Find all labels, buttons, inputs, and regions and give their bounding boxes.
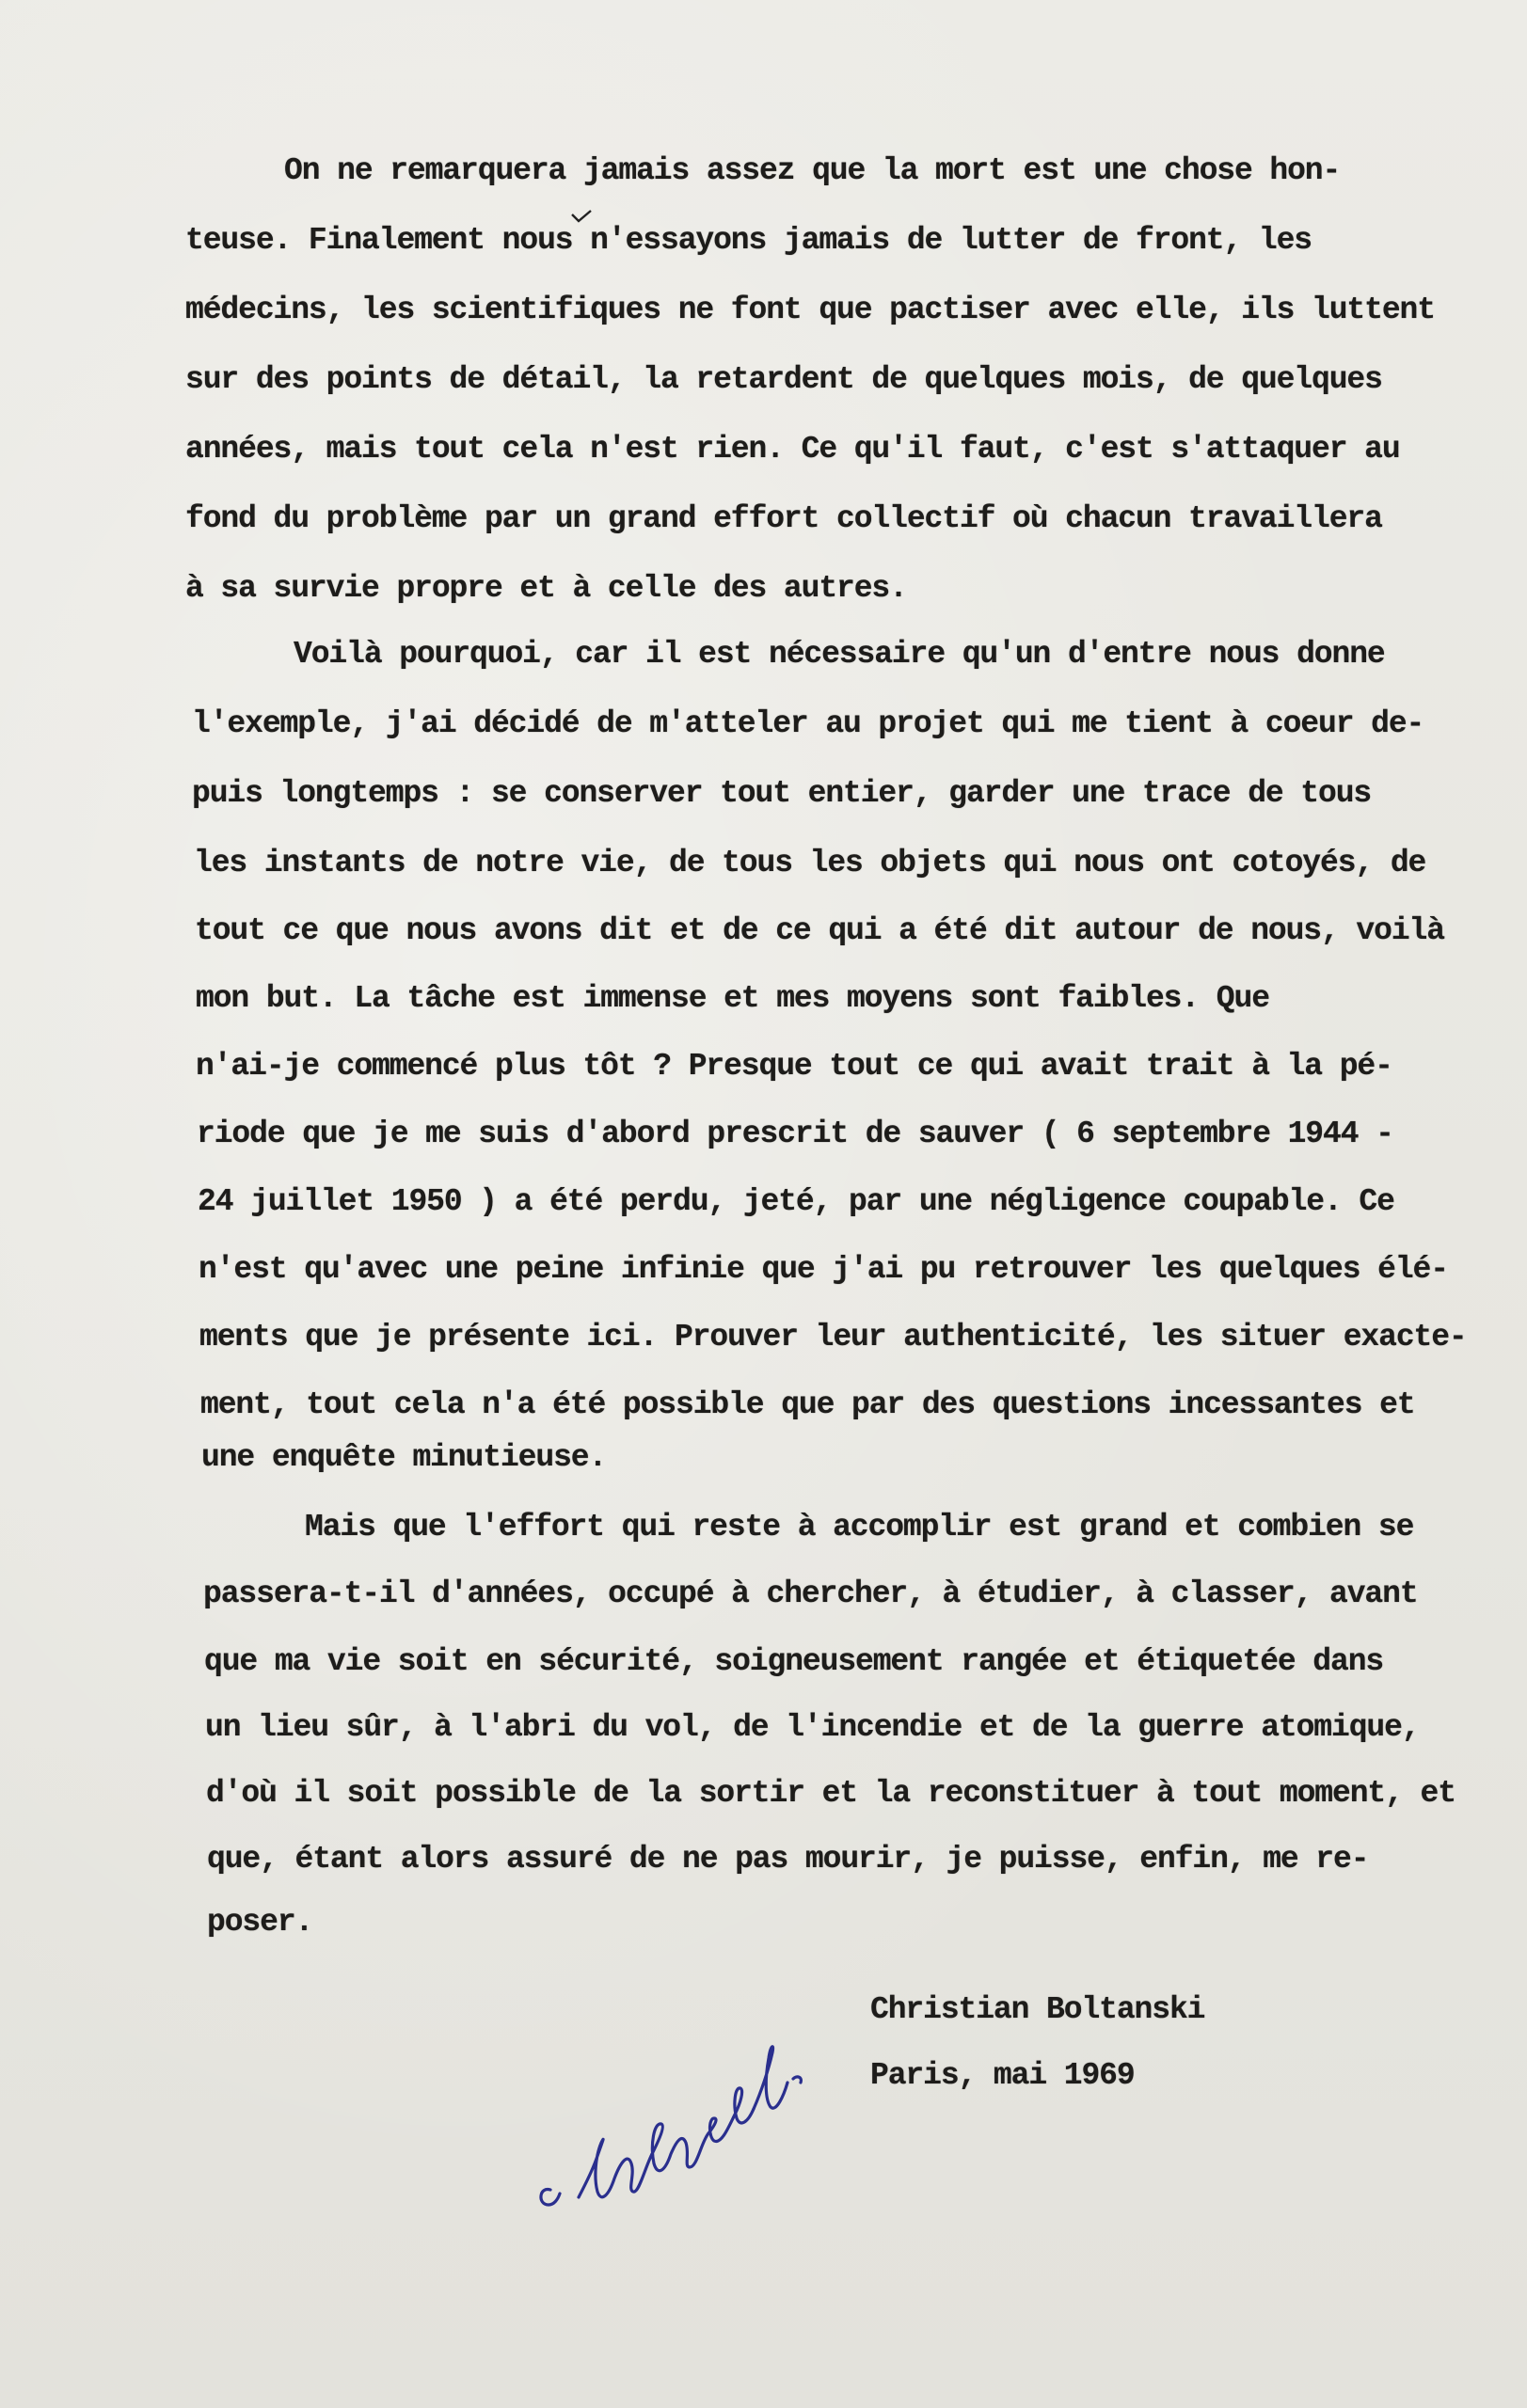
text-line: médecins, les scientifiques ne font que pactiser avec elle, ils luttent: [185, 293, 1435, 327]
text-line: ments que je présente ici. Prouver leur authenticité, les situer exacte-: [199, 1320, 1467, 1354]
text-line: passera-t-il d'années, occupé à chercher, à étudier, à classer, avant: [203, 1576, 1418, 1611]
handwritten-signature: [522, 1985, 880, 2220]
text-line: Mais que l'effort qui reste à accomplir est grand et combien se: [305, 1510, 1414, 1545]
author-name: Christian Boltanski: [870, 1992, 1205, 2027]
text-line: que ma vie soit en sécurité, soigneusement rangée et étiquetée dans: [204, 1644, 1384, 1679]
text-line: mon but. La tâche est immense et mes moyens sont faibles. Que: [196, 981, 1269, 1016]
text-line: années, mais tout cela n'est rien. Ce qu'il faut, c'est s'attaquer au: [185, 432, 1400, 467]
text-line: teuse. Finalement nous n'essayons jamais de lutter de front, les: [185, 223, 1312, 258]
text-line: On ne remarquera jamais assez que la mort est une chose hon-: [284, 153, 1341, 188]
text-line: un lieu sûr, à l'abri du vol, de l'incendie et de la guerre atomique,: [205, 1710, 1420, 1745]
text-line: 24 juillet 1950 ) a été perdu, jeté, par une négligence coupable. Ce: [198, 1184, 1394, 1219]
correction-mark-icon: [570, 209, 593, 226]
text-line: l'exemple, j'ai décidé de m'atteler au projet qui me tient à coeur de-: [192, 706, 1424, 741]
text-line: tout ce que nous avons dit et de ce qui a été dit autour de nous, voilà: [195, 913, 1444, 948]
text-line: Voilà pourquoi, car il est nécessaire qu'un d'entre nous donne: [294, 637, 1385, 672]
text-line: puis longtemps : se conserver tout entier, garder une trace de tous: [192, 776, 1372, 811]
text-line: une enquête minutieuse.: [201, 1440, 607, 1475]
text-line: sur des points de détail, la retardent de quelques mois, de quelques: [185, 362, 1382, 397]
text-line: n'est qu'avec une peine infinie que j'ai pu retrouver les quelques élé-: [199, 1252, 1448, 1287]
text-line: n'ai-je commencé plus tôt ? Presque tout ce qui avait trait à la pé-: [196, 1049, 1392, 1084]
text-line: à sa survie propre et à celle des autres.: [185, 571, 907, 606]
text-line: que, étant alors assuré de ne pas mourir, je puisse, enfin, me re-: [207, 1842, 1369, 1877]
text-line: ment, tout cela n'a été possible que par des questions incessantes et: [200, 1387, 1415, 1422]
text-line: d'où il soit possible de la sortir et la reconstituer à tout moment, et: [206, 1776, 1455, 1811]
text-line: riode que je me suis d'abord prescrit de sauver ( 6 septembre 1944 -: [197, 1117, 1393, 1151]
text-line: les instants de notre vie, de tous les objets qui nous ont cotoyés, de: [194, 846, 1426, 880]
place-date: Paris, mai 1969: [870, 2058, 1135, 2093]
text-line: fond du problème par un grand effort collectif où chacun travaillera: [185, 501, 1382, 536]
text-line: poser.: [207, 1905, 313, 1940]
